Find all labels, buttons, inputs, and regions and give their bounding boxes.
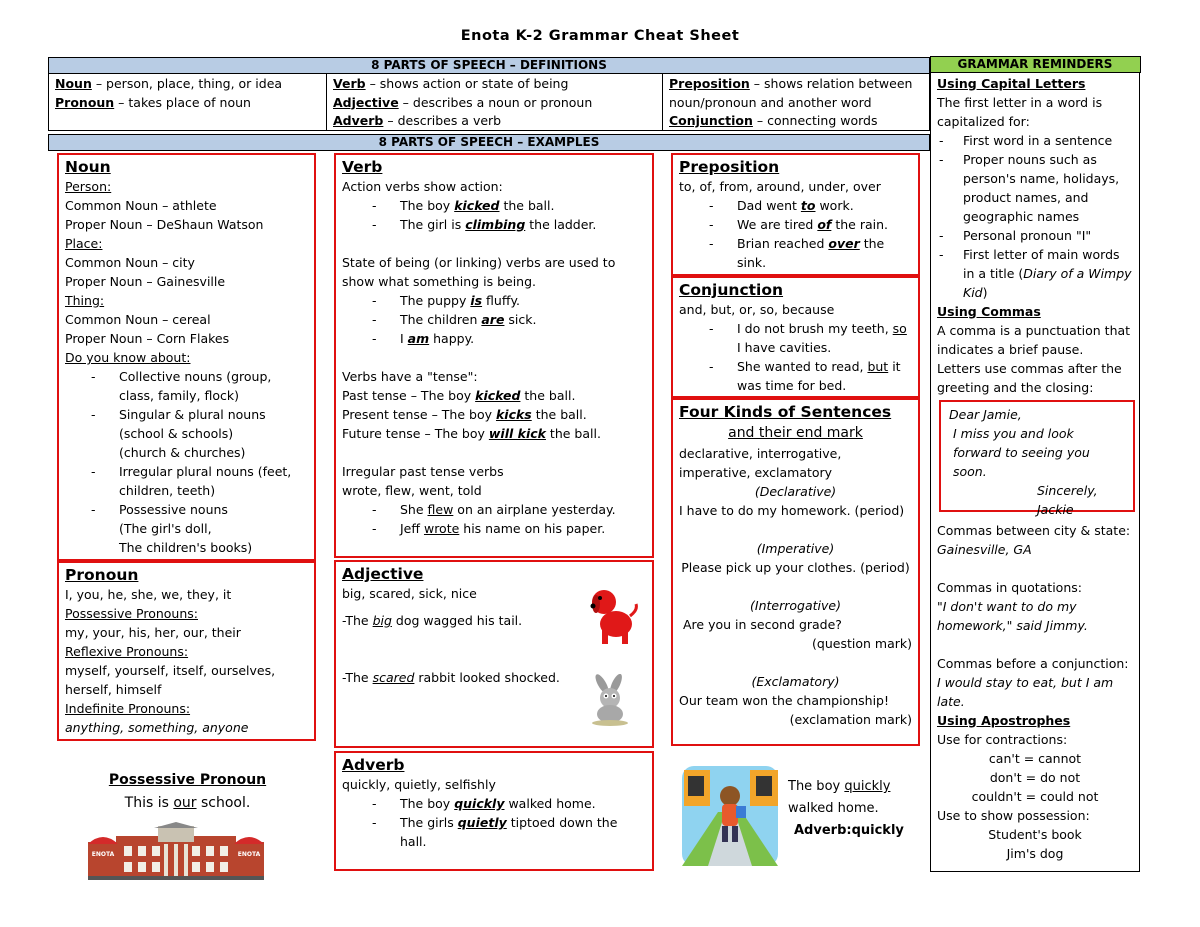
pronoun-list: I, you, he, she, we, they, it	[65, 587, 232, 602]
noun-thing-label: Thing:	[65, 293, 105, 308]
conjunction-box	[671, 276, 920, 398]
pronoun-heading: Pronoun	[65, 566, 139, 584]
definition-cell-noun	[48, 74, 327, 131]
exclamatory-mark: (exclamation mark)	[789, 712, 912, 727]
school-building-icon	[88, 822, 264, 880]
indefinite-pronouns-label: Indefinite Pronouns:	[65, 701, 191, 716]
sentences-heading: Four Kinds of Sentences	[679, 403, 892, 421]
grammar-reminders-header: GRAMMAR REMINDERS	[930, 56, 1141, 73]
adverb-example: - The boy quickly walked home.	[342, 794, 646, 813]
definition-cell-verb	[327, 74, 663, 131]
apostrophes-heading: Using Apostrophes	[937, 712, 1071, 728]
commas-heading: Using Commas	[937, 303, 1041, 319]
verb-irregular-example: - She flew on an airplane yesterday.	[342, 500, 646, 519]
preposition-definition: – shows relation between noun/pronoun and another word	[669, 76, 913, 110]
adverb-example: - The girls quietly tiptoed down the hall.	[342, 813, 646, 851]
verb-past-tense: Past tense – The boy kicked the ball.	[342, 388, 576, 403]
commas-conjunction-example: I would stay to eat, but I am late.	[937, 674, 1114, 709]
capital-letters-rule: - First letter of main words in a title (Diary of a Wimpy Kid)	[937, 245, 1133, 302]
verb-state-example: - The children are sick.	[342, 310, 646, 329]
verb-heading: Verb	[342, 158, 383, 176]
commas-quotations-example: "I don't want to do my homework," said Jimmy.	[937, 598, 1088, 633]
verb-term: Verb	[333, 76, 366, 91]
noun-know-detail: (school & schools)	[119, 426, 234, 441]
verb-action-example: - The boy kicked the ball.	[342, 196, 646, 215]
letter-example-box	[939, 400, 1135, 517]
adverb-term: Adverb	[333, 113, 384, 128]
commas-quotations: Commas in quotations:	[937, 579, 1082, 595]
noun-know-detail: (The girl's doll,	[119, 521, 212, 536]
verb-definition: – shows action or state of being	[365, 76, 569, 91]
possessive-pronouns-label: Possessive Pronouns:	[65, 606, 198, 621]
preposition-heading: Preposition	[679, 158, 780, 176]
letter-greeting: Dear Jamie,	[949, 406, 1022, 422]
noun-heading: Noun	[65, 158, 111, 176]
adverb-definition: – describes a verb	[383, 113, 502, 128]
exclamatory-label: (Exclamatory)	[751, 674, 840, 689]
indefinite-pronouns-list: anything, something, anyone	[65, 720, 249, 735]
letter-body: I miss you and look forward to seeing you soon.	[953, 425, 1090, 479]
scared-rabbit-icon	[586, 674, 634, 726]
preposition-example: - Dad went to work.	[679, 196, 912, 215]
adjective-example: -The big dog wagged his tail.	[342, 613, 523, 628]
commas-letters: Letters use commas after the greeting and the closing:	[937, 360, 1122, 395]
adjective-heading: Adjective	[342, 565, 424, 583]
interrogative-label: (Interrogative)	[750, 598, 841, 613]
conjunction-list: and, but, or, so, because	[679, 302, 835, 317]
noun-definition: – person, place, thing, or idea	[91, 76, 283, 91]
declarative-example: I have to do my homework. (period)	[679, 503, 905, 518]
letter-closing: Sincerely,	[1037, 482, 1098, 498]
possession-example: Jim's dog	[1006, 845, 1064, 861]
verb-state-example: - I am happy.	[342, 329, 646, 348]
adverb-box	[334, 751, 654, 871]
verb-action-intro: Action verbs show action:	[342, 179, 503, 194]
grammar-reminders-panel	[930, 56, 1140, 872]
commas-city-state: Commas between city & state:	[937, 522, 1131, 538]
noun-know-item: - Possessive nouns	[65, 500, 308, 519]
capital-letters-rule: - First word in a sentence	[937, 131, 1133, 150]
possessive-example-sentence: This is our school.	[124, 795, 251, 811]
verb-action-example: - The girl is climbing the ladder.	[342, 215, 646, 234]
conjunction-example: - I do not brush my teeth, so I have cavities.	[679, 319, 912, 357]
noun-place-proper: Proper Noun – Gainesville	[65, 274, 226, 289]
capital-letters-intro: The first letter in a word is capitalized for:	[937, 94, 1103, 129]
conjunction-term: Conjunction	[669, 113, 753, 128]
sentences-subheading: and their end mark	[728, 425, 863, 441]
interrogative-mark: (question mark)	[812, 636, 912, 651]
preposition-term: Preposition	[669, 76, 750, 91]
declarative-label: (Declarative)	[754, 484, 837, 499]
commas-intro: A comma is a punctuation that indicates a brief pause.	[937, 322, 1131, 357]
letter-signature: Jackie	[1037, 501, 1074, 517]
noun-know-item: - Singular & plural nouns	[65, 405, 308, 424]
imperative-example: Please pick up your clothes. (period)	[681, 560, 910, 575]
capital-letters-heading: Using Capital Letters	[937, 75, 1086, 91]
verb-box	[334, 153, 654, 558]
contraction-example: can't = cannot	[988, 750, 1082, 766]
commas-city-state-example: Gainesville, GA	[937, 541, 1032, 557]
conjunction-example: - She wanted to read, but it was time for bed.	[679, 357, 912, 395]
contraction-example: don't = do not	[989, 769, 1081, 785]
noun-box	[57, 153, 316, 561]
possessive-example-heading: Possessive Pronoun	[108, 772, 267, 788]
pronoun-box	[57, 561, 316, 741]
capital-letters-rule: - Proper nouns such as person's name, holidays, product names, and geographic names	[937, 150, 1133, 226]
adjective-definition: – describes a noun or pronoun	[398, 94, 593, 110]
verb-state-intro: State of being (or linking) verbs are used to show what something is being.	[342, 255, 616, 289]
noun-know-label: Do you know about:	[65, 350, 191, 365]
noun-place-common: Common Noun – city	[65, 255, 195, 270]
noun-person-label: Person:	[65, 179, 112, 194]
sentences-list: declarative, interrogative, imperative, exclamatory	[679, 446, 842, 480]
adjective-list: big, scared, sick, nice	[342, 586, 477, 601]
noun-person-proper: Proper Noun – DeShaun Watson	[65, 217, 264, 232]
verb-tense-intro: Verbs have a "tense":	[342, 369, 478, 384]
adverb-list: quickly, quietly, selfishly	[342, 777, 496, 792]
preposition-example: - We are tired of the rain.	[679, 215, 912, 234]
noun-thing-common: Common Noun – cereal	[65, 312, 211, 327]
preposition-example: - Brian reached over the sink.	[679, 234, 912, 272]
preposition-list: to, of, from, around, under, over	[679, 179, 881, 194]
sentences-box	[671, 398, 920, 746]
possessive-example	[60, 770, 315, 816]
apostrophes-possession: Use to show possession:	[937, 807, 1090, 823]
noun-place-label: Place:	[65, 236, 103, 251]
red-dog-icon	[586, 584, 638, 646]
exclamatory-example: Our team won the championship!	[679, 693, 889, 708]
conjunction-definition: – connecting words	[752, 113, 878, 128]
verb-irregular-list: wrote, flew, went, told	[342, 483, 482, 498]
adjective-term: Adjective	[333, 94, 399, 110]
adverb-example-sentence: The boy quickly walked home.	[788, 779, 891, 816]
conjunction-heading: Conjunction	[679, 281, 784, 299]
examples-header: 8 PARTS OF SPEECH – EXAMPLES	[48, 134, 930, 151]
noun-person-common: Common Noun – athlete	[65, 198, 217, 213]
imperative-label: (Imperative)	[756, 541, 835, 556]
noun-know-item: - Collective nouns (group, class, family, flock)	[65, 367, 308, 405]
definitions-header: 8 PARTS OF SPEECH – DEFINITIONS	[48, 57, 930, 74]
capital-letters-rule: - Personal pronoun "I"	[937, 226, 1133, 245]
verb-irregular-example: - Jeff wrote his name on his paper.	[342, 519, 646, 538]
page-title: Enota K-2 Grammar Cheat Sheet	[460, 28, 740, 44]
noun-thing-proper: Proper Noun – Corn Flakes	[65, 331, 230, 346]
verb-future-tense: Future tense – The boy will kick the ball.	[342, 426, 601, 441]
verb-present-tense: Present tense – The boy kicks the ball.	[342, 407, 587, 422]
apostrophes-contractions: Use for contractions:	[937, 731, 1068, 747]
possession-example: Student's book	[988, 826, 1082, 842]
adverb-example-label: Adverb:quickly	[794, 823, 904, 838]
interrogative-example: Are you in second grade?	[683, 617, 842, 632]
school-sign-left: ENOTA	[91, 851, 115, 858]
adjective-box	[334, 560, 654, 748]
definition-cell-preposition	[663, 74, 930, 131]
adverb-example-card	[788, 776, 918, 842]
noun-know-item: - Irregular plural nouns (feet, children, teeth)	[65, 462, 308, 500]
commas-conjunction: Commas before a conjunction:	[937, 655, 1129, 671]
noun-know-detail: The children's books)	[119, 540, 253, 555]
boy-walking-icon	[678, 760, 782, 870]
contraction-example: couldn't = could not	[971, 788, 1099, 804]
adverb-heading: Adverb	[342, 756, 405, 774]
pronoun-definition: – takes place of noun	[114, 94, 251, 110]
preposition-box	[671, 153, 920, 276]
possessive-pronouns-list: my, your, his, her, our, their	[65, 625, 241, 640]
school-sign-right: ENOTA	[237, 851, 261, 858]
verb-irregular-intro: Irregular past tense verbs	[342, 464, 504, 479]
verb-state-example: - The puppy is fluffy.	[342, 291, 646, 310]
reflexive-pronouns-list: myself, yourself, itself, ourselves, herself, himself	[65, 663, 276, 697]
adjective-example: -The scared rabbit looked shocked.	[342, 670, 560, 685]
pronoun-term: Pronoun	[55, 94, 115, 110]
noun-know-detail: (church & churches)	[119, 445, 246, 460]
reflexive-pronouns-label: Reflexive Pronouns:	[65, 644, 189, 659]
noun-term: Noun	[55, 76, 92, 91]
